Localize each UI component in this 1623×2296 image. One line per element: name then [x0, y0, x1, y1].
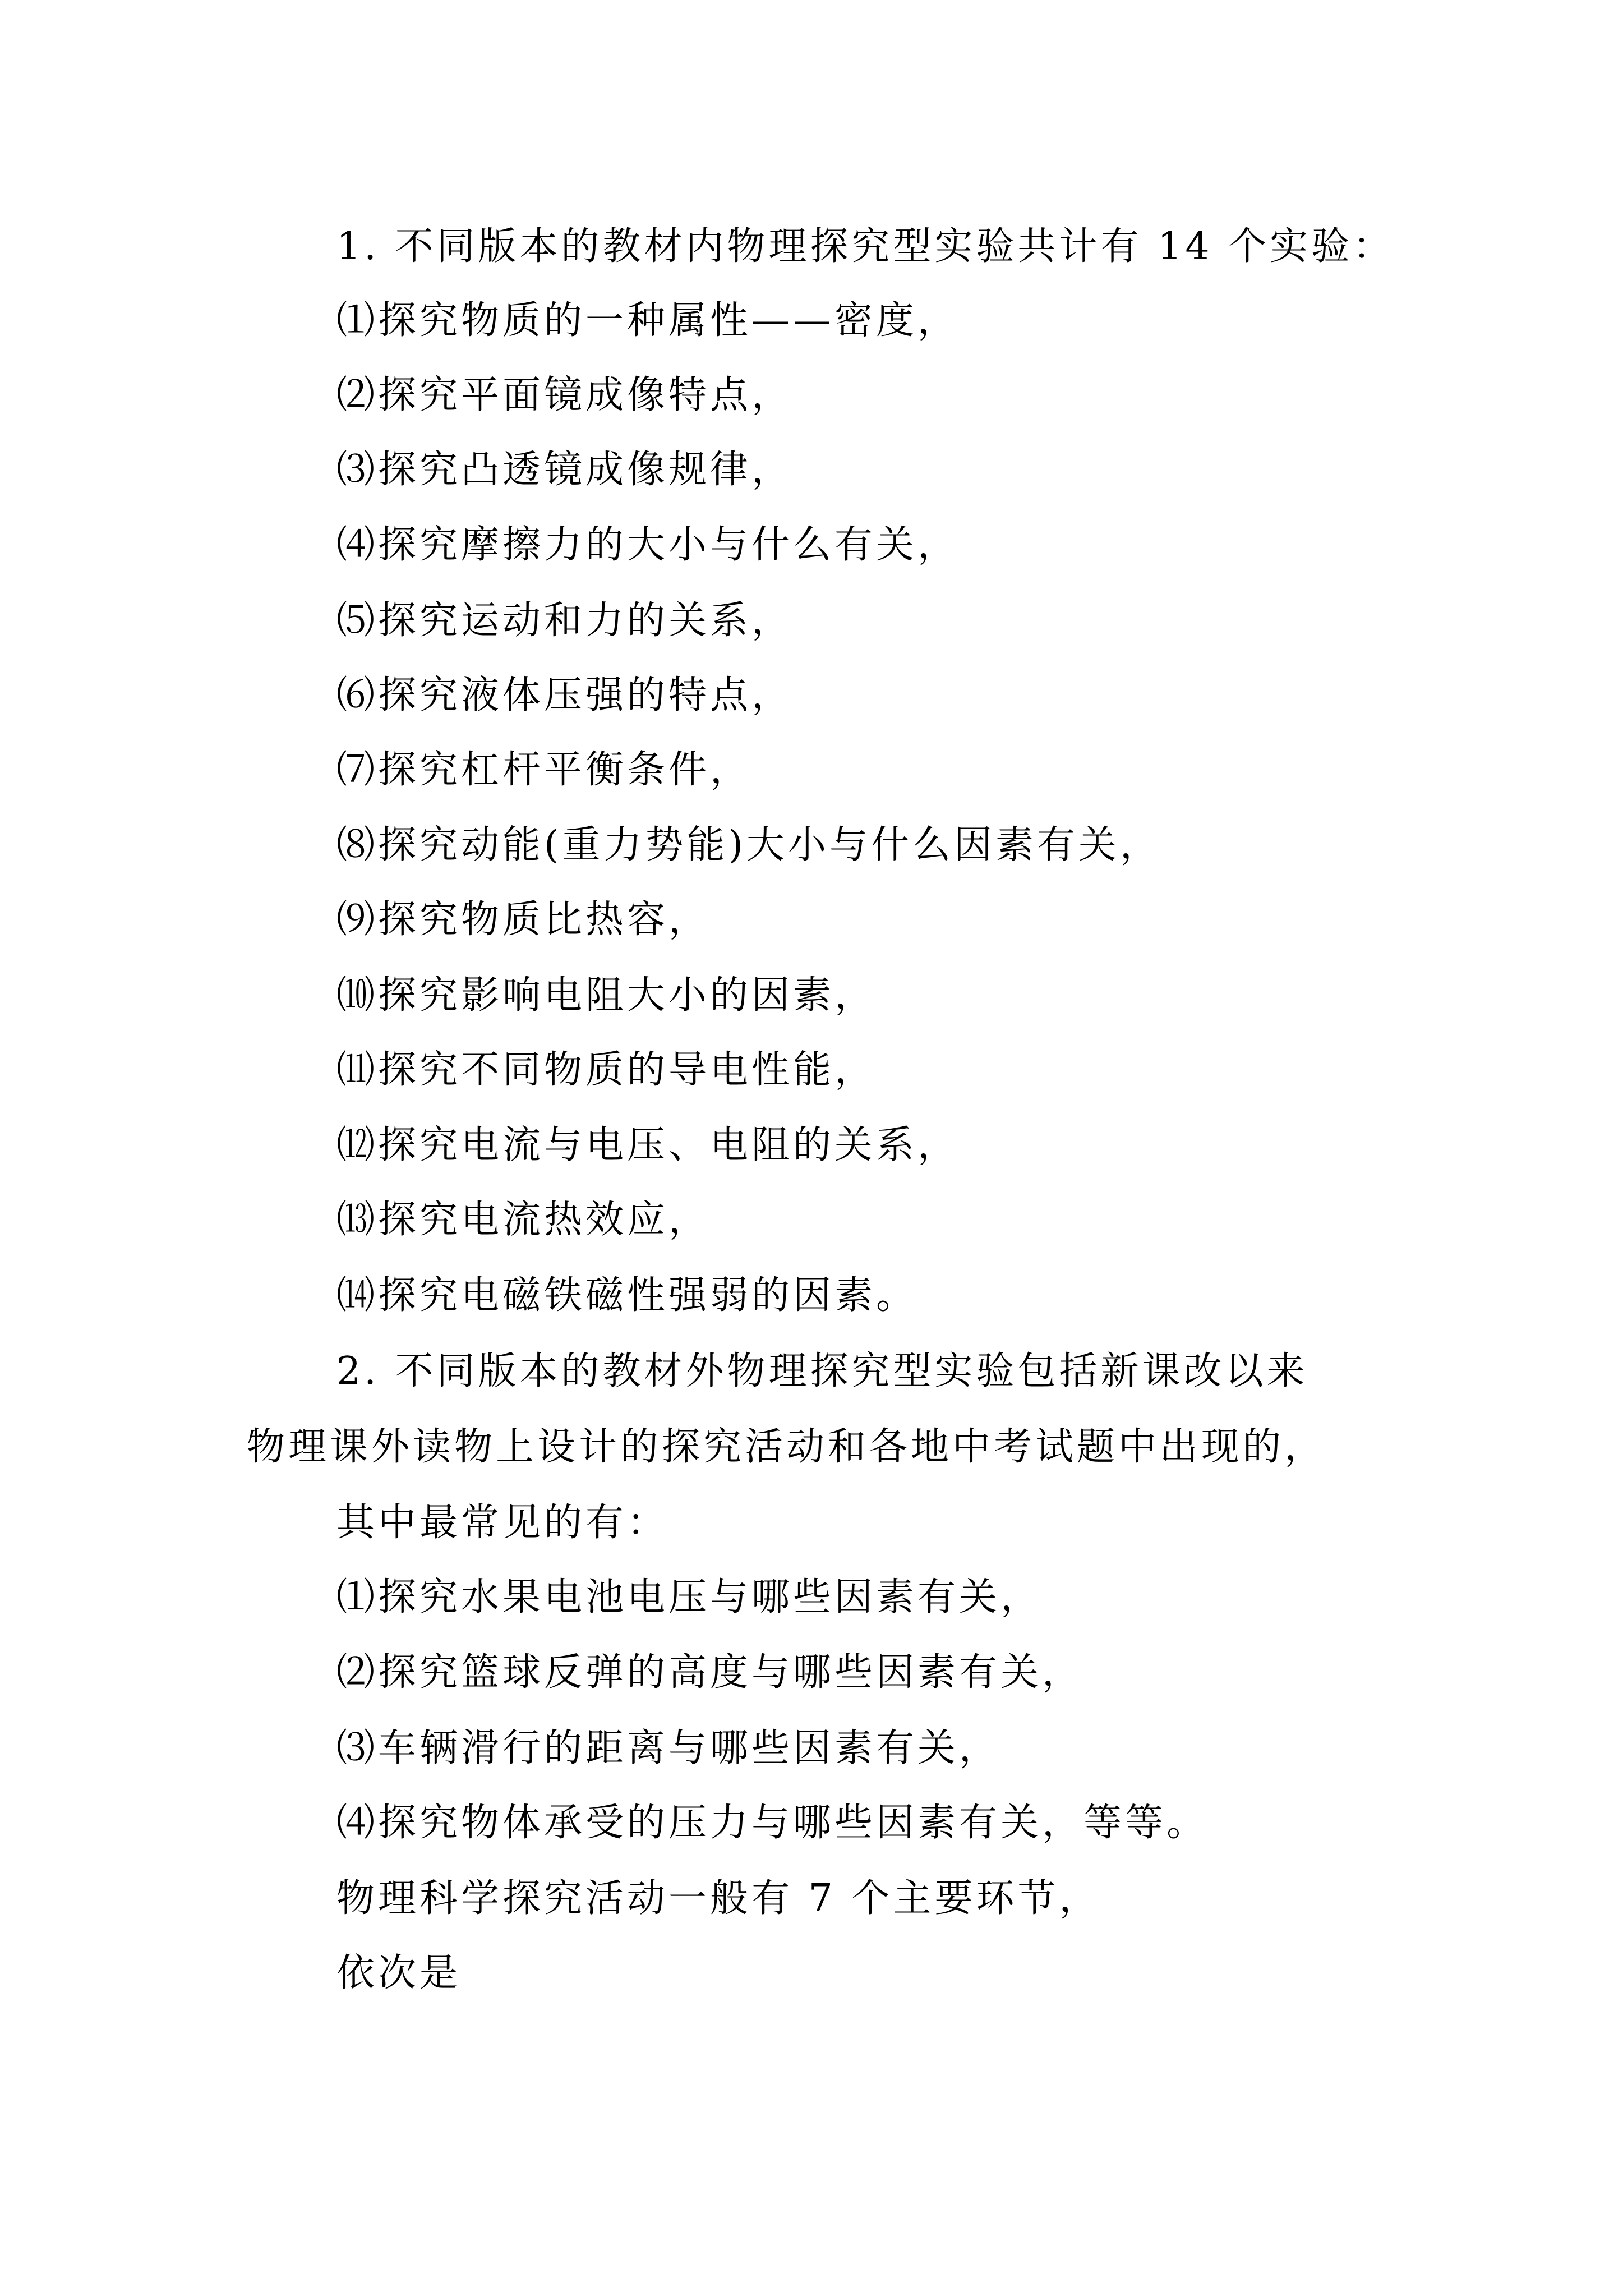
list-item: ⑺探究杠杆平衡条件，	[336, 748, 752, 792]
list-item: ⑶车辆滑行的距离与哪些因素有关，	[336, 1726, 1001, 1770]
list-item: ⑿探究电流与电压、电阻的关系，	[336, 1123, 960, 1167]
list-item: ⑷探究摩擦力的大小与什么有关，	[336, 523, 960, 567]
section-2-heading: 2. 不同版本的教材外物理探究型实验包括新课改以来	[336, 1349, 1308, 1393]
list-item: ⑷探究物体承受的压力与哪些因素有关，等等。	[336, 1801, 1209, 1845]
list-item: ⒀探究电流热效应，	[336, 1198, 711, 1242]
list-item: ⑴探究物质的一种属性——密度，	[336, 298, 960, 343]
list-item: ⑽探究影响电阻大小的因素，	[336, 973, 877, 1018]
section-1-heading: 1. 不同版本的教材内物理探究型实验共计有 14 个实验：	[336, 224, 1395, 269]
list-item: ⑹探究液体压强的特点，	[336, 673, 794, 717]
list-item: ⑴探究水果电池电压与哪些因素有关，	[336, 1575, 1043, 1619]
list-item: ⑾探究不同物质的导电性能，	[336, 1048, 877, 1092]
paragraph-line: 其中最常见的有：	[336, 1501, 669, 1545]
list-item: ⑸探究运动和力的关系，	[336, 599, 794, 643]
list-item: ⑵探究平面镜成像特点，	[336, 373, 794, 417]
list-item: ⑼探究物质比热容，	[336, 898, 711, 942]
paragraph-line: 物理科学探究活动一般有 7 个主要环节，	[336, 1876, 1101, 1921]
list-item: ⑵探究篮球反弹的高度与哪些因素有关，	[336, 1650, 1084, 1695]
paragraph-line: 依次是	[336, 1951, 462, 1995]
list-item: ⑻探究动能(重力势能)大小与什么因素有关，	[336, 823, 1162, 867]
paragraph-line: 物理课外读物上设计的探究活动和各地中考试题中出现的，	[247, 1425, 1326, 1469]
list-item: ⑶探究凸透镜成像规律，	[336, 448, 794, 492]
list-item: ⒁探究电磁铁磁性强弱的因素。	[336, 1273, 918, 1318]
